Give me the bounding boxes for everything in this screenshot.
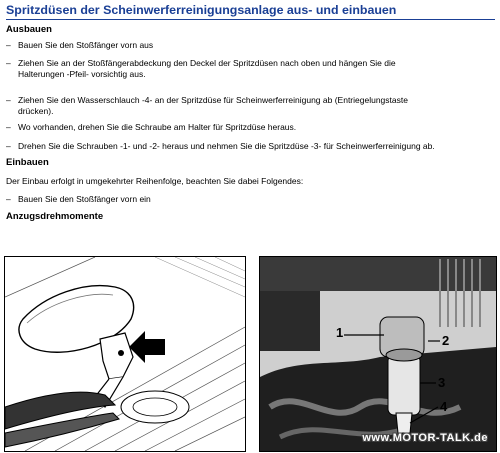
heading-einbauen: Einbauen — [6, 157, 49, 168]
callout-4: 4 — [440, 399, 448, 414]
step-ausbauen-2b: Halterungen -Pfeil- vorsichtig aus. — [18, 69, 146, 79]
title-rule — [6, 19, 495, 20]
step-ausbauen-1: Bauen Sie den Stoßfänger vorn aus — [18, 40, 154, 50]
step-ausbauen-5: Drehen Sie die Schrauben -1- und -2- heraus und nehmen Sie die Spritzdüse -3- für Scheinwerferreinigung ab. — [18, 141, 435, 151]
callout-3: 3 — [438, 375, 446, 390]
callout-2: 2 — [442, 333, 450, 348]
arrow-icon — [129, 331, 165, 363]
watermark: www.MOTOR-TALK.de — [362, 432, 488, 444]
step-einbauen-1: Bauen Sie den Stoßfänger vorn ein — [18, 194, 151, 204]
step-ausbauen-3b: drücken). — [18, 106, 54, 116]
heading-anzugsdrehmomente: Anzugsdrehmomente — [6, 211, 104, 222]
step-dash: – — [6, 95, 11, 105]
cover-illustration — [5, 257, 245, 451]
step-ausbauen-4: Wo vorhanden, drehen Sie die Schraube am Halter für Spritzdüse heraus. — [18, 122, 297, 132]
step-dash: – — [6, 141, 11, 151]
step-ausbauen-3a: Ziehen Sie den Wasserschlauch -4- an der Spritzdüse für Scheinwerferreinigung ab (Entriegelungstaste — [18, 95, 408, 105]
step-ausbauen-2a: Ziehen Sie an der Stoßfängerabdeckung den Deckel der Spritzdüsen nach oben und hängen Sie die — [18, 58, 396, 68]
step-dash: – — [6, 40, 11, 50]
nozzle-photo — [260, 257, 496, 451]
page-title: Spritzdüsen der Scheinwerferreinigungsanlage aus- und einbauen — [6, 3, 397, 17]
callout-1: 1 — [336, 325, 344, 340]
figure-cover-removal — [4, 256, 246, 452]
step-dash: – — [6, 194, 11, 204]
step-dash: – — [6, 122, 11, 132]
einbauen-intro: Der Einbau erfolgt in umgekehrter Reihenfolge, beachten Sie dabei Folgendes: — [6, 176, 304, 186]
step-dash: – — [6, 58, 11, 68]
figure-nozzle-photo — [259, 256, 497, 452]
heading-ausbauen: Ausbauen — [6, 24, 52, 35]
